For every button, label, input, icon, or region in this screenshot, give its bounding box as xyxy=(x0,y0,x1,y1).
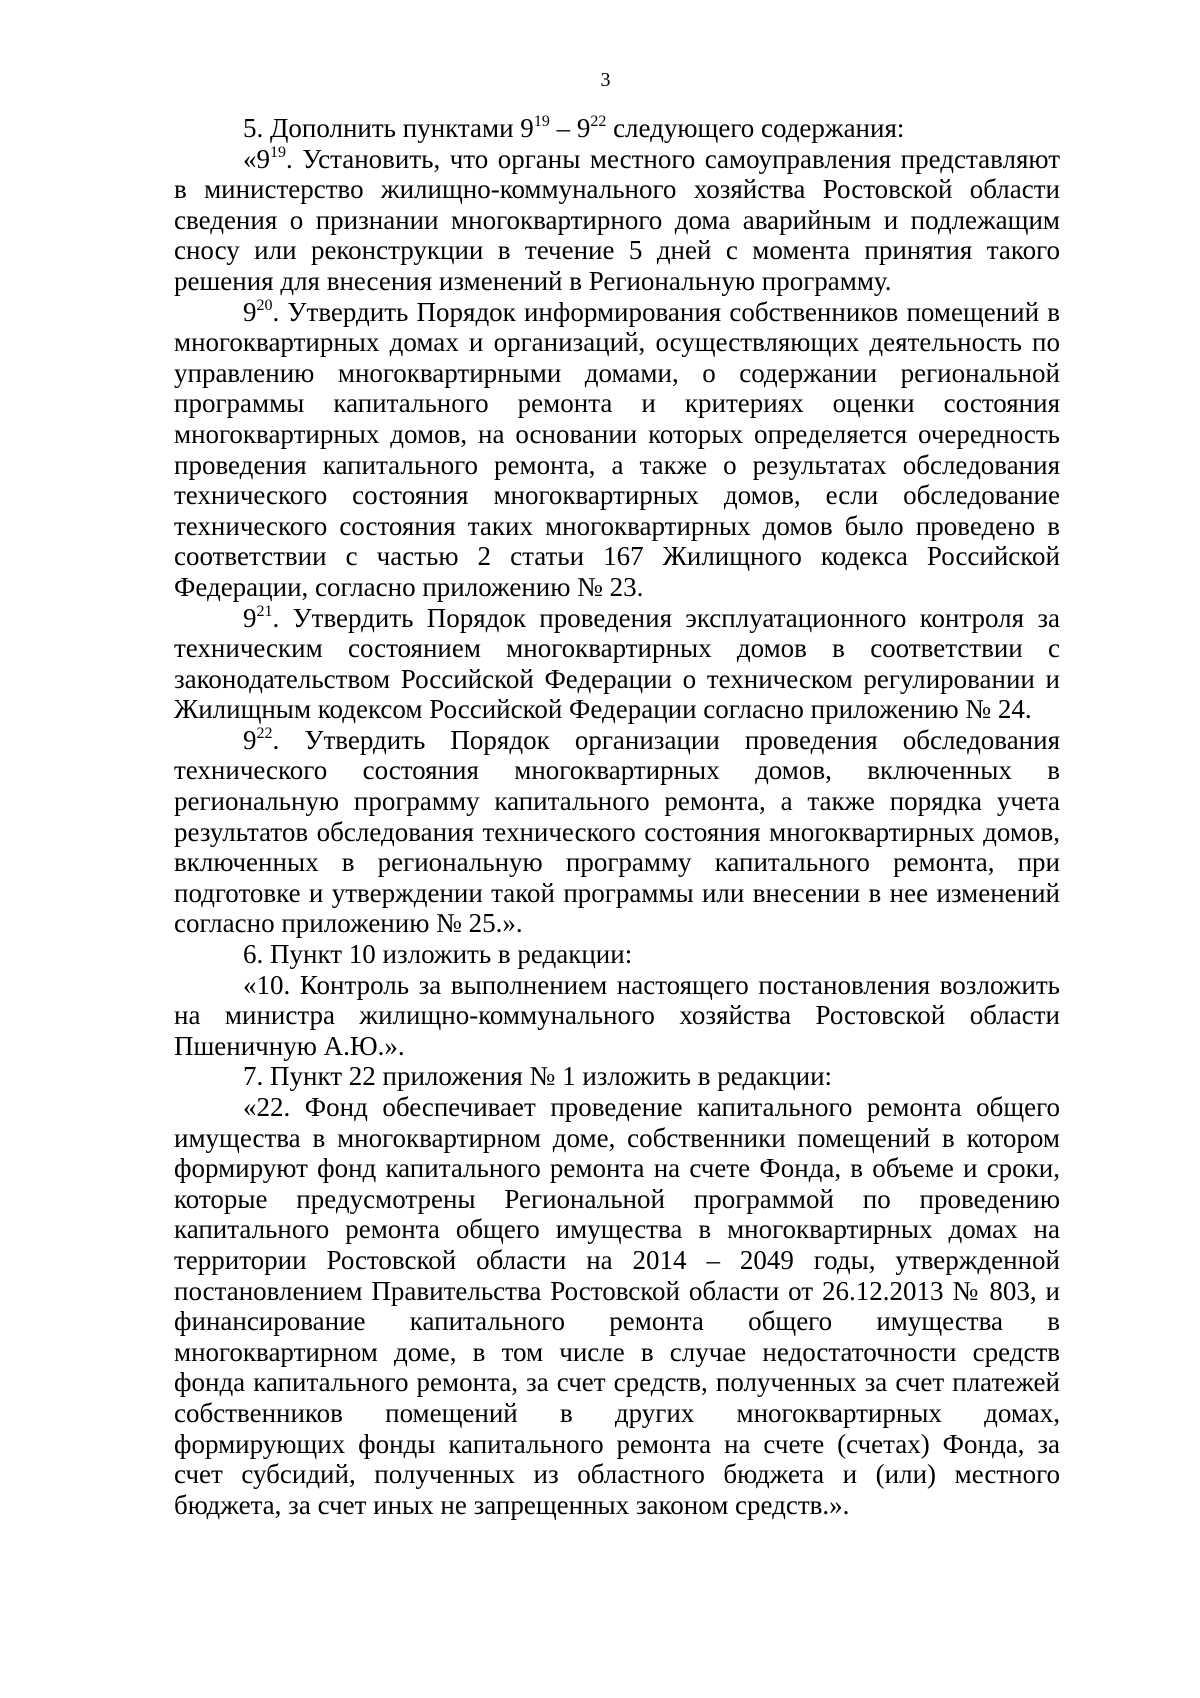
text-run: 5. Дополнить пунктами 9 xyxy=(243,113,534,143)
superscript: 20 xyxy=(256,296,273,314)
paragraph xyxy=(174,725,1060,939)
text-run: 9 xyxy=(243,602,257,633)
superscript: 22 xyxy=(256,724,273,742)
document-body xyxy=(174,113,1060,1520)
text-run: следующего содержания: xyxy=(606,113,905,143)
text-run: . Утвердить Порядок организации проведения обследования технического состояния многоквартирных домов, включенных в региональную программу капитального ремонта, а также порядка учета результатов обследования технического состояния многоквартирных домов, включенных в региональную программу капитального ремонта, при подготовке и утверждении такой программы или внесении в нее изменений согласно приложению № 25.». xyxy=(174,724,1060,939)
paragraph xyxy=(174,1061,1060,1092)
text-run: – 9 xyxy=(549,113,591,143)
text-run: «22. Фонд обеспечивает проведение капитального ремонта общего имущества в многоквартирном доме, собственники помещений в котором формируют фонд капитального ремонта на счете Фонда, в объеме и сроки, которые предусмотрены Региональной программой по проведению капитального ремонта общего имущества в многоквартирных домах на территории Ростовской области на 2014 – 2049 годы, утвержденной постановлением Правительства Ростовской области от 26.12.2013 № 803, и финансирование капитального ремонта общего имущества в многоквартирном доме, в том числе в случае недостаточности средств фонда капитального ремонта, за счет средств, полученных за счет платежей собственников помещений в других многоквартирных домах, формирующих фонды капитального ремонта на счете (счетах) Фонда, за счет субсидий, полученных из областного бюджета и (или) местного бюджета, за счет иных не запрещенных законом средств.». xyxy=(174,1092,1060,1520)
text-run: «9 xyxy=(243,143,270,174)
paragraph xyxy=(174,970,1060,1062)
text-run: 6. Пункт 10 изложить в редакции: xyxy=(243,939,633,970)
text-run: . Утвердить Порядок проведения эксплуатационного контроля за техническим состоянием многоквартирных домов в соответствии с законодательством Российской Федерации о техническом регулировании и Жилищным кодексом Российской Федерации согласно приложению № 24. xyxy=(174,602,1060,725)
superscript: 21 xyxy=(256,602,273,620)
text-run: «10. Контроль за выполнением настоящего постановления возложить на министра жилищно-коммунального хозяйства Ростовской области Пшеничную А.Ю.». xyxy=(174,969,1060,1061)
paragraph xyxy=(174,297,1060,603)
text-run: 7. Пункт 22 приложения № 1 изложить в редакции: xyxy=(243,1061,833,1092)
text-run: . Утвердить Порядок информирования собственников помещений в многоквартирных домах и организаций, осуществляющих деятельность по управлению многоквартирными домами, о содержании региональной программы капитального ремонта и критериях оценки состояния многоквартирных домов, на основании которых определяется очередность проведения капитального ремонта, а также о результатах обследования технического состояния многоквартирных домов, если обследование технического состояния таких многоквартирных домов было проведено в соответствии с частью 2 статьи 167 Жилищного кодекса Российской Федерации, согласно приложению № 23. xyxy=(174,296,1060,602)
superscript: 22 xyxy=(590,113,607,130)
paragraph xyxy=(174,603,1060,725)
text-run: 9 xyxy=(243,724,257,755)
paragraph xyxy=(174,113,1060,144)
text-run: . Установить, что органы местного самоуправления представляют в министерство жилищно-коммунального хозяйства Ростовской области сведения о признании многоквартирного дома аварийным и подлежащим сносу или реконструкции в течение 5 дней с момента принятия такого решения для внесения изменений в Региональную программу. xyxy=(174,143,1060,296)
paragraph xyxy=(174,1092,1060,1520)
superscript: 19 xyxy=(270,143,286,161)
paragraph xyxy=(174,939,1060,970)
superscript: 19 xyxy=(533,113,550,130)
paragraph xyxy=(174,144,1060,297)
page-number: 3 xyxy=(600,69,611,91)
text-run: 9 xyxy=(243,296,257,327)
